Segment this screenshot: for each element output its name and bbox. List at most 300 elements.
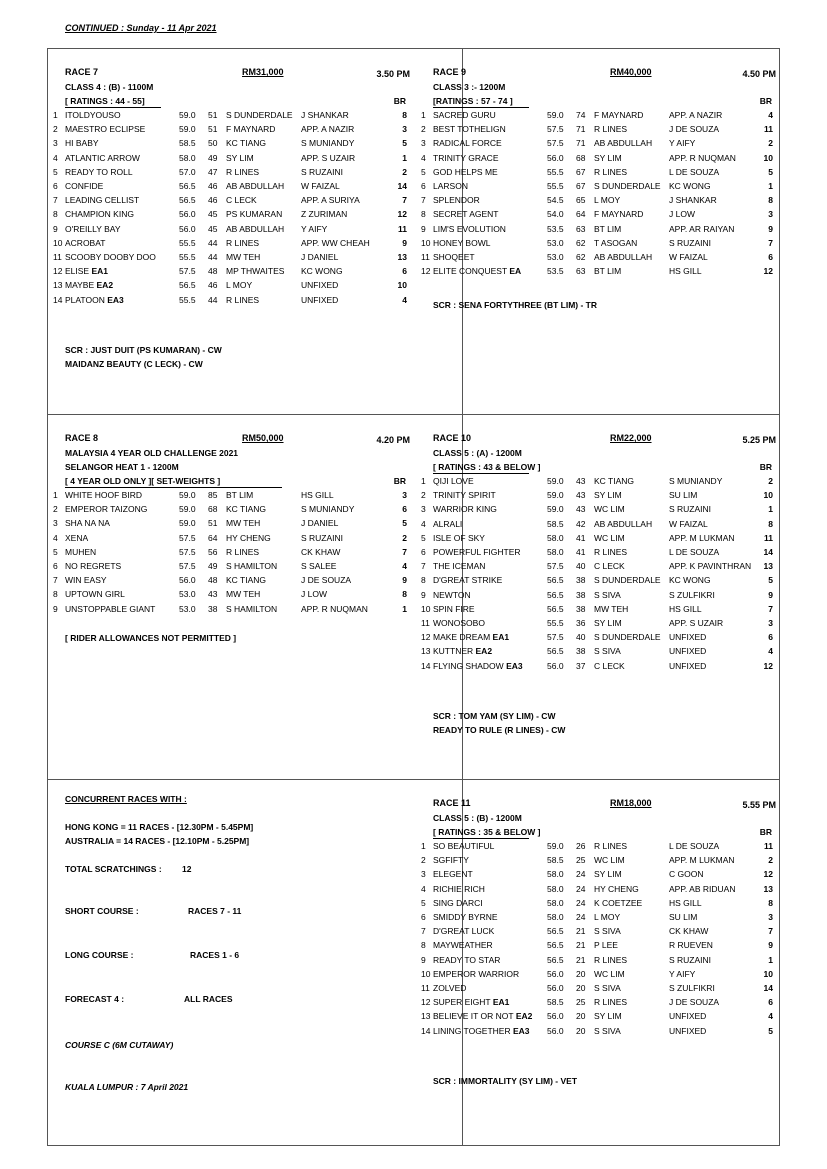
runner-row [421,490,773,504]
runner-row [53,561,407,575]
trainer-name: HS GILL [669,603,702,614]
runner-row [421,898,773,912]
runner-number: 12 [53,266,63,277]
handicap-weight: 56.0 [179,209,196,220]
horse-rating: 46 [208,181,218,191]
horse-name [65,518,110,528]
trainer-name: Z ZURIMAN [301,209,348,220]
runner-row [53,195,407,209]
handicap-weight: 57.5 [547,632,564,643]
horse-name [65,604,155,614]
trainer-name: APP. M LUKMAN [669,855,735,866]
horse-name-text: EMPEROR TAIZONG [65,504,148,515]
horse-name-text: BELIEVE IT OR NOT [433,1011,514,1022]
jockey-name: AB ABDULLAH [594,252,653,262]
trainer-name: S RUZAINI [301,166,344,177]
trainer-name: APP. M LUKMAN [669,532,735,543]
handicap-weight: 58.5 [547,997,564,1008]
jockey-name: T ASOGAN [594,237,638,248]
horse-name [65,266,108,276]
race-time: 5.25 PM [742,435,776,445]
handicap-weight: 57.5 [179,532,196,543]
horse-name-text: XENA [65,532,89,543]
trainer-name: L DE SOUZA [669,841,720,851]
horse-name-text: READY TO STAR [433,954,501,965]
horse-name-text: WHITE HOOF BIRD [65,490,142,500]
horse-rating: 50 [208,138,218,149]
trainer-name: UNFIXED [669,632,707,643]
barrier-draw: 10 [763,490,773,501]
emergency-tag: EA [509,266,522,277]
horse-name [433,855,469,865]
horse-rating: 47 [208,166,218,177]
trainer-name: APP. A NAZIR [301,124,355,135]
runner-row [421,855,773,869]
trainer-name: HS GILL [669,266,702,277]
barrier-draw: 12 [397,209,407,220]
horse-rating: 41 [576,532,586,543]
horse-name [65,280,113,290]
trainer-name: KC WONG [669,181,711,191]
horse-rating: 51 [208,110,218,120]
handicap-weight: 57.5 [179,561,196,571]
jockey-name: MW TEH [226,518,261,529]
handicap-weight: 55.5 [547,166,564,177]
forecast-value: ALL RACES [184,994,233,1004]
horse-name [65,124,145,134]
jockey-name: HY CHENG [226,532,271,543]
horse-name [433,110,496,120]
runner-row [421,604,773,618]
trainer-name: S MUNIANDY [301,504,355,515]
barrier-draw: 6 [402,504,407,515]
handicap-weight: 56.0 [547,660,564,671]
jockey-name: L MOY [594,195,621,206]
trainer-name: J DE SOUZA [669,997,720,1008]
jockey-name: C LECK [226,195,257,206]
horse-rating: 21 [576,954,586,965]
trainer-name: S ZULFIKRI [669,983,715,993]
jockey-name: SY LIM [594,618,622,628]
runner-row [421,632,773,646]
race-condition: SELANGOR HEAT 1 - 1200M [65,462,179,472]
horse-rating: 56 [208,546,218,557]
horse-name-text: UPTOWN GIRL [65,589,125,600]
runner-number: 4 [53,152,58,163]
jockey-name: SY LIM [594,869,622,880]
emergency-tag: EA3 [506,660,523,671]
emergency-tag: EA2 [475,646,493,657]
runner-row [421,969,773,983]
jockey-name: L MOY [226,280,253,291]
trainer-name: R RUEVEN [669,940,713,951]
horse-name-text: CONFIDE [65,181,104,191]
horse-name-text: THE ICEMAN [433,561,486,572]
runner-row [421,224,773,238]
barrier-draw: 2 [768,855,773,866]
trainer-name: Y AIFY [301,223,328,234]
trainer-name: S MUNIANDY [301,138,355,149]
runner-row [421,590,773,604]
horse-rating: 38 [576,603,586,614]
runner-row [421,167,773,181]
runner-number: 12 [421,266,431,277]
runner-number: 13 [421,646,431,657]
continued-header: CONTINUED : Sunday - 11 Apr 2021 [65,23,217,33]
horse-rating: 51 [208,518,218,529]
horse-name-text: ALRALI [433,518,463,529]
runner-number: 5 [421,897,426,908]
race-condition: CLASS 5 : (B) - 1200M [433,813,522,823]
jockey-name: WC LIM [594,504,625,515]
horse-rating: 36 [576,618,586,628]
runner-number: 9 [421,223,426,234]
horse-rating: 51 [208,124,218,135]
barrier-draw: 11 [398,223,407,234]
horse-rating: 44 [208,237,218,248]
horse-rating: 46 [208,280,218,291]
barrier-draw: 9 [768,940,773,951]
horse-name [65,238,105,248]
runner-number: 7 [53,575,58,586]
runner-row [53,209,407,223]
horse-name-text: D'GREAT STRIKE [433,575,503,586]
runner-number: 13 [421,1011,431,1022]
jockey-name: R LINES [594,997,628,1008]
horse-rating: 45 [208,223,218,234]
horse-name [433,618,485,628]
runner-row [53,181,407,195]
ratings-underline [433,107,529,108]
horse-rating: 48 [208,575,218,586]
race-prize: RM22,000 [610,433,652,443]
horse-name-text: KUTTNER [433,646,474,657]
runner-number: 6 [53,561,58,571]
runner-row [421,561,773,575]
barrier-draw: 2 [768,138,773,149]
race-7-header [48,67,415,81]
horse-name-text: ACROBAT [65,237,106,248]
horse-rating: 25 [576,997,586,1008]
handicap-weight: 53.0 [547,237,564,248]
runner-row [421,618,773,632]
horse-rating: 38 [576,646,586,657]
handicap-weight: 56.0 [547,968,564,979]
horse-rating: 38 [576,575,586,586]
trainer-name: S RUZAINI [669,954,712,965]
long-course-label: LONG COURSE : [65,950,134,960]
jockey-name: SY LIM [594,1011,622,1022]
barrier-heading: BR [759,827,772,837]
runner-row [421,912,773,926]
runner-row [421,940,773,954]
long-course-value: RACES 1 - 6 [190,950,240,960]
barrier-draw: 7 [402,195,407,206]
trainer-name: C GOON [669,869,704,880]
race-10-header [416,433,781,447]
horse-name-text: ELITE CONQUEST [433,266,507,277]
horse-rating: 20 [576,1011,586,1022]
horse-name-text: FLYING SHADOW [433,660,504,671]
race-title: RACE 9 [433,67,467,77]
runner-row [53,490,407,504]
horse-name [433,869,473,879]
runner-row [421,519,773,533]
trainer-name: Y AIFY [669,138,696,149]
horse-name-text: ITOLDYOUSO [65,110,121,120]
barrier-draw: 14 [763,547,773,557]
runner-row [53,295,407,309]
horse-name [433,153,499,163]
jockey-name: MW TEH [594,603,629,614]
jockey-name: KC TIANG [226,138,266,149]
runner-row [421,884,773,898]
trainer-name: SU LIM [669,490,698,501]
race-condition: MALAYSIA 4 YEAR OLD CHALLENGE 2021 [65,448,239,458]
horse-name [433,955,500,965]
horse-name [65,547,96,557]
runner-number: 4 [421,883,426,894]
runner-row [421,138,773,152]
race-title: RACE 8 [65,433,99,443]
trainer-name: APP. A SURIYA [301,195,360,206]
runner-row [421,661,773,675]
runner-number: 1 [421,110,426,120]
race-time: 4.20 PM [376,435,410,445]
horse-name [65,252,156,262]
jockey-name: KC TIANG [594,476,634,486]
trainer-name: S RUZAINI [669,237,712,248]
race-note: SCR : IMMORTALITY (SY LIM) - VET [433,1075,578,1086]
jockey-name: MP THWAITES [226,266,285,277]
runner-number: 3 [421,138,426,149]
jockey-name: S DUNDERDALE [226,110,293,120]
handicap-weight: 59.0 [179,110,196,120]
barrier-draw: 12 [763,660,773,671]
barrier-draw: 10 [763,968,773,979]
runner-number: 3 [53,518,58,529]
barrier-draw: 1 [768,504,773,515]
barrier-draw: 11 [764,532,773,543]
race-title: RACE 10 [433,433,472,443]
handicap-weight: 56.5 [179,181,196,191]
horse-rating: 49 [208,152,218,163]
trainer-name: J DANIEL [301,518,339,529]
horse-name-text: NEWTON [433,589,471,600]
emergency-tag: EA1 [91,266,109,277]
horse-name-text: SECRET AGENT [433,209,499,220]
race-ratings: [ 4 YEAR OLD ONLY ][ SET-WEIGHTS ] [65,476,221,486]
horse-name-text: MAYWEATHER [433,940,493,951]
barrier-draw: 10 [763,152,773,163]
runner-row [421,124,773,138]
race-9-block [416,49,781,414]
horse-name-text: LEADING CELLIST [65,195,140,206]
runner-number: 11 [421,983,430,993]
handicap-weight: 53.0 [179,589,196,600]
horse-name-text: SO BEAUTIFUL [433,841,495,851]
horse-name-text: D'GREAT LUCK [433,926,495,937]
handicap-weight: 57.5 [547,124,564,135]
race-7-block [48,49,415,414]
trainer-name: APP. AR RAIYAN [669,223,735,234]
horse-name [65,153,140,163]
trainer-name: J LOW [301,589,327,600]
horse-name-text: SGFIFTY [433,855,469,866]
horse-rating: 43 [576,504,586,515]
horse-name-text: LARSON [433,181,468,191]
runner-number: 3 [421,504,426,515]
runner-number: 1 [421,841,426,851]
jockey-name: R LINES [594,547,628,557]
jockey-name: S SIVA [594,646,621,657]
race-ratings: [ RATINGS : 35 & BELOW ] [433,827,541,837]
runner-row [53,604,407,618]
horse-rating: 21 [576,926,586,937]
jockey-name: WC LIM [594,855,625,866]
runner-number: 6 [421,181,426,191]
horse-name-text: QIJI LOVE [433,476,474,486]
horse-name [433,533,485,543]
handicap-weight: 59.0 [179,124,196,135]
barrier-draw: 1 [402,152,407,163]
horse-rating: 63 [576,223,586,234]
horse-name [433,969,519,979]
jockey-name: S DUNDERDALE [594,575,661,586]
runner-row [421,955,773,969]
runner-row [421,547,773,561]
horse-name-text: LIM'S EVOLUTION [433,223,506,234]
horse-rating: 24 [576,897,586,908]
horse-rating: 24 [576,883,586,894]
barrier-heading: BR [393,96,406,106]
horse-name [433,124,506,134]
barrier-draw: 5 [768,1025,773,1036]
horse-name [65,224,120,234]
runner-row [421,476,773,490]
horse-name-text: RICHIE RICH [433,883,485,894]
horse-name-text: MAESTRO ECLIPSE [65,124,146,135]
runner-number: 12 [421,997,431,1008]
jockey-name: R LINES [226,294,260,305]
runner-row [53,575,407,589]
runner-row [421,983,773,997]
horse-rating: 42 [576,518,586,529]
horse-name-text: READY TO ROLL [65,166,133,177]
handicap-weight: 53.0 [547,252,564,262]
horse-rating: 40 [576,561,586,572]
runner-number: 7 [421,195,426,206]
horse-rating: 85 [208,490,218,500]
runner-number: 8 [53,589,58,600]
horse-name-text: HONEY BOWL [433,237,491,248]
handicap-weight: 56.0 [547,983,564,993]
horse-name-text: TRINITY SPIRIT [433,490,496,501]
trainer-name: APP. WW CHEAH [301,237,370,248]
horse-rating: 62 [576,237,586,248]
runner-row [53,547,407,561]
barrier-draw: 8 [402,110,407,120]
handicap-weight: 56.0 [547,152,564,163]
jockey-name: WC LIM [594,968,625,979]
jockey-name: P LEE [594,940,618,951]
barrier-draw: 8 [768,518,773,529]
horse-name [433,997,509,1007]
horse-rating: 49 [208,561,218,571]
horse-name-text: LINING TOGETHER [433,1025,511,1036]
runner-row [421,504,773,518]
ratings-underline [65,107,161,108]
handicap-weight: 55.5 [179,252,196,262]
jockey-name: R LINES [226,546,260,557]
barrier-draw: 11 [764,841,773,851]
race-prize: RM40,000 [610,67,652,77]
barrier-draw: 3 [768,209,773,220]
horse-name [433,575,502,585]
jockey-name: BT LIM [594,223,622,234]
handicap-weight: 56.5 [179,280,196,291]
horse-name-text: SHOQEET [433,252,475,262]
jockey-name: R LINES [594,124,628,135]
runner-row [53,224,407,238]
horse-name [65,295,124,305]
jockey-name: R LINES [594,166,628,177]
race-note: SCR : TOM YAM (SY LIM) - CW [433,710,556,721]
race-ratings: [RATINGS : 57 - 74 ] [433,96,513,106]
emergency-tag: EA3 [107,294,124,305]
horse-rating: 43 [576,476,586,486]
race-11-header [416,798,781,812]
jockey-name: MW TEH [226,252,261,262]
jockey-name: SY LIM [594,152,622,163]
horse-name [65,195,139,205]
horse-rating: 64 [208,532,218,543]
runner-number: 7 [53,195,58,206]
horse-name [433,940,493,950]
trainer-name: S RUZAINI [669,504,712,515]
horse-name-text: GOD HELPS ME [433,166,498,177]
ratings-underline [433,838,529,839]
horse-rating: 63 [576,266,586,277]
runner-row [421,997,773,1011]
runner-number: 9 [53,223,58,234]
horse-rating: 65 [576,195,586,206]
barrier-draw: 6 [402,266,407,277]
trainer-name: J LOW [669,209,695,220]
handicap-weight: 55.5 [547,618,564,628]
trainer-name: HS GILL [301,490,334,500]
trainer-name: APP. S UZAIR [301,152,356,163]
barrier-draw: 4 [768,110,773,120]
runner-row [421,646,773,660]
jockey-name: S HAMILTON [226,561,278,571]
barrier-draw: 7 [768,603,773,614]
runner-number: 9 [53,603,58,614]
handicap-weight: 58.5 [547,855,564,866]
race-title: RACE 7 [65,67,99,77]
race-8-header [48,433,415,447]
runner-row [421,181,773,195]
race-prize: RM31,000 [242,67,284,77]
handicap-weight: 57.5 [547,138,564,149]
barrier-draw: 12 [763,266,773,277]
handicap-weight: 58.0 [547,883,564,894]
race-ratings: [ RATINGS : 44 - 55] [65,96,145,106]
short-course-label: SHORT COURSE : [65,906,139,916]
horse-name-text: WIN EASY [65,575,107,586]
horse-rating: 44 [208,252,218,262]
handicap-weight: 59.0 [547,490,564,501]
